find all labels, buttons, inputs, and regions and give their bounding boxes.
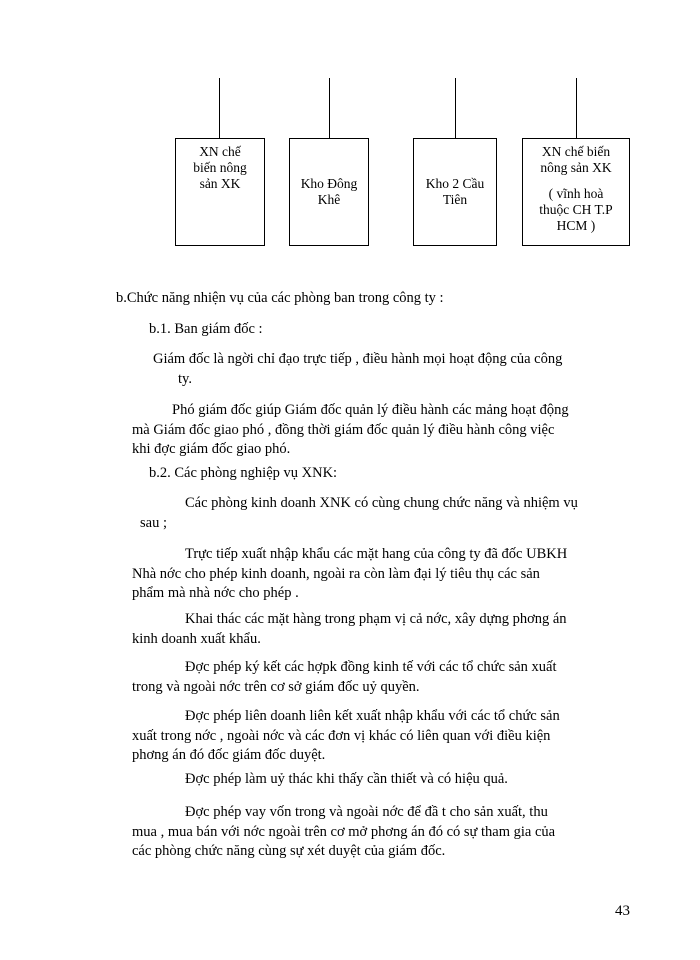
connector-line [576,78,577,138]
text-line: Giám đốc là ngời chỉ đạo trực tiếp , điều hành mọi hoạt động của công [153,351,563,367]
box-line: HCM ) [556,218,596,233]
paragraph [132,545,567,604]
paragraph [132,401,569,460]
text-line: kinh doanh xuất khẩu. [132,630,261,647]
text-line: Đợc phép vay vốn trong và ngoài nớc để đầ t cho sản xuất, thu [185,804,548,820]
box-line: Tiên [442,192,468,207]
box-line: ( vĩnh hoà [548,186,604,201]
org-box-xn-vinh-hoa [522,138,630,246]
paragraph [140,494,578,533]
text-line: mà Giám đốc giao phó , đồng thời giám đốc quản lý điều hành công việc [132,421,555,438]
paragraph [132,803,555,862]
box-line: biến nông [193,160,247,175]
section-heading: b.Chức năng nhiện vụ của các phòng ban trong công ty : [116,290,444,306]
subsection-heading: b.2. Các phòng nghiệp vụ XNK: [149,465,338,481]
connector-line [219,78,220,138]
box-line: sản XK [199,176,241,191]
paragraph [132,658,557,697]
text-line: mua , mua bán với nớc ngoài trên cơ mở phơng án đó có sự tham gia của [132,823,556,840]
box-line: XN chế biến [541,144,611,159]
page-number: 43 [615,903,630,919]
connector-line [329,78,330,138]
text-line: Khai thác các mặt hàng trong phạm vị cả nớc, xây dựng phơng án [185,611,567,627]
org-box-kho-2-cau-tien [413,138,497,246]
text-line: xuất trong nớc , ngoài nớc và các đơn vị khác có liên quan với điều kiện [132,727,551,744]
connector-line [455,78,456,138]
box-line [527,176,625,186]
subsection-heading: b.1. Ban giám đốc : [149,321,263,337]
paragraph [132,707,560,766]
text-line: Nhà nớc cho phép kinh doanh, ngoài ra còn làm đại lý tiêu thụ các sản [132,565,540,582]
text-line: sau ; [140,514,167,531]
text-line: ty. [178,370,192,387]
box-line: Kho 2 Cầu [425,176,485,191]
text-line: Trực tiếp xuất nhập khẩu các mặt hang của công ty đã đốc UBKH [185,546,568,562]
box-line: thuộc CH T.P [539,202,613,217]
text-line: Đợc phép làm uỷ thác khi thấy cần thiết và có hiệu quả. [185,771,508,787]
box-line: Kho Đông [300,176,358,191]
box-line: Khê [317,192,341,207]
org-box-xn-che-bien [175,138,265,246]
text-line: khi đợc giám đốc giao phó. [132,441,291,457]
paragraph [153,350,562,389]
paragraph [132,610,567,649]
box-line: XN chế [199,144,241,159]
text-line: các phòng chức năng cùng sự xét duyệt của giám đốc. [132,843,446,859]
text-line: Đợc phép liên doanh liên kết xuất nhập khẩu với các tổ chức sản [185,708,560,724]
paragraph [132,770,508,790]
text-line: phơng án đó đốc giám đốc duyệt. [132,747,326,763]
text-line: Phó giám đốc giúp Giám đốc quản lý điều hành các mảng hoạt động [172,402,569,418]
text-line: trong và ngoài nớc trên cơ sở giám đốc uỷ quyền. [132,678,420,695]
box-line: nông sản XK [540,160,612,175]
org-box-kho-dong-khe [289,138,369,246]
text-line: phẩm mà nhà nớc cho phép . [132,585,299,601]
text-line: Đợc phép ký kết các hợpk đồng kinh tế với các tổ chức sản xuất [185,659,557,675]
text-line: Các phòng kinh doanh XNK có cùng chung chức năng và nhiệm vụ [185,495,578,511]
